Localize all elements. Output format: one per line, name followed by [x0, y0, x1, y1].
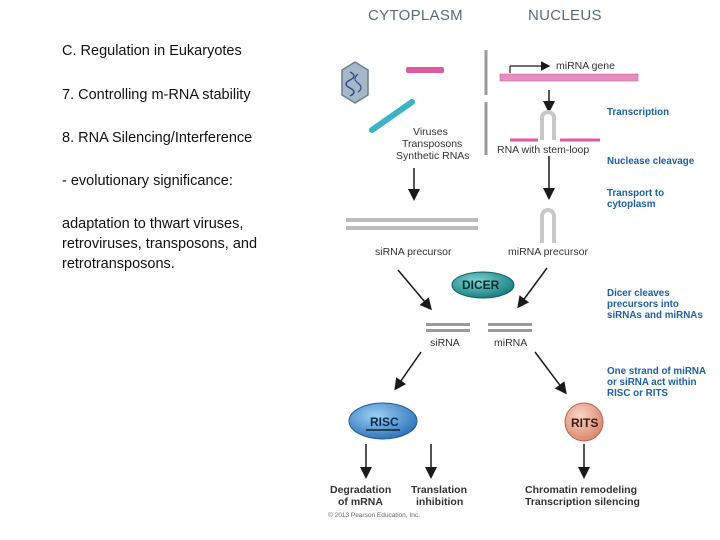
virus-icon: [342, 62, 368, 103]
label-translation-2: inhibition: [416, 496, 464, 508]
label-mirna: miRNA: [494, 337, 528, 349]
label-transcription: Transcription: [607, 107, 670, 118]
slide-title: C. Regulation in Eukaryotes: [62, 43, 242, 59]
label-sirna: siRNA: [430, 337, 460, 349]
slide-adaptation-2: retroviruses, transposons, and: [62, 236, 258, 252]
header-nucleus: NUCLEUS: [528, 7, 602, 24]
label-transport-2: cytoplasm: [607, 199, 656, 210]
label-degradation-1: Degradation: [330, 484, 392, 496]
label-transposons: Transposons: [402, 138, 463, 150]
mirna-gene-bar: [500, 74, 638, 81]
sirna-duplex-2: [426, 329, 470, 332]
sirna-duplex-1: [426, 323, 470, 326]
label-risc: RISC: [370, 415, 399, 429]
label-dicer-desc-2: precursors into: [607, 299, 679, 310]
label-chromatin: Chromatin remodeling: [525, 484, 638, 496]
label-mirna-gene: miRNA gene: [556, 60, 615, 72]
label-translation-1: Translation: [411, 484, 468, 496]
label-transport-1: Transport to: [607, 188, 665, 199]
label-rits: RITS: [571, 416, 599, 430]
label-strand-1: One strand of miRNA: [607, 366, 707, 377]
slide-item-7: 7. Controlling m-RNA stability: [62, 87, 251, 103]
label-synthetic-rnas: Synthetic RNAs: [396, 150, 470, 162]
slide-adaptation-1: adaptation to thwart viruses,: [62, 216, 244, 232]
slide-adaptation-3: retrotransposons.: [62, 256, 175, 272]
label-rna-stem-loop: RNA with stem-loop: [497, 144, 590, 156]
stem-loop-rna-icon: [510, 112, 600, 140]
label-dicer-desc-3: siRNAs and miRNAs: [607, 310, 703, 321]
label-sirna-precursor: siRNA precursor: [375, 246, 452, 258]
mirna-duplex-2: [488, 329, 532, 332]
slide-item-8: 8. RNA Silencing/Interference: [62, 130, 253, 146]
label-strand-2: or siRNA act within: [607, 377, 697, 388]
label-dicer: DICER: [462, 278, 500, 292]
arrow-dicer-right: [519, 268, 547, 306]
sirna-precursor-strand-2: [346, 226, 478, 230]
label-nuclease-cleavage: Nuclease cleavage: [607, 156, 695, 167]
mirna-precursor-hairpin: [542, 210, 554, 243]
label-transcription-silencing: Transcription silencing: [525, 496, 640, 508]
copyright-text: © 2013 Pearson Education, Inc.: [328, 512, 420, 519]
label-strand-3: RISC or RITS: [607, 388, 668, 399]
label-dicer-desc-1: Dicer cleaves: [607, 288, 670, 299]
label-degradation-2: of mRNA: [338, 496, 383, 508]
header-cytoplasm: CYTOPLASM: [368, 7, 463, 24]
mirna-duplex-1: [488, 323, 532, 326]
sirna-precursor-strand-1: [346, 218, 478, 222]
label-mirna-precursor: miRNA precursor: [508, 246, 588, 258]
teal-rna-strand: [372, 102, 412, 130]
slide-significance: - evolutionary significance:: [62, 173, 233, 189]
arrow-dicer-left: [398, 270, 430, 308]
label-viruses: Viruses: [413, 126, 448, 138]
arrow-to-risc: [396, 352, 421, 388]
arrow-to-rits: [535, 352, 565, 392]
pink-rna-strand: [406, 67, 444, 73]
